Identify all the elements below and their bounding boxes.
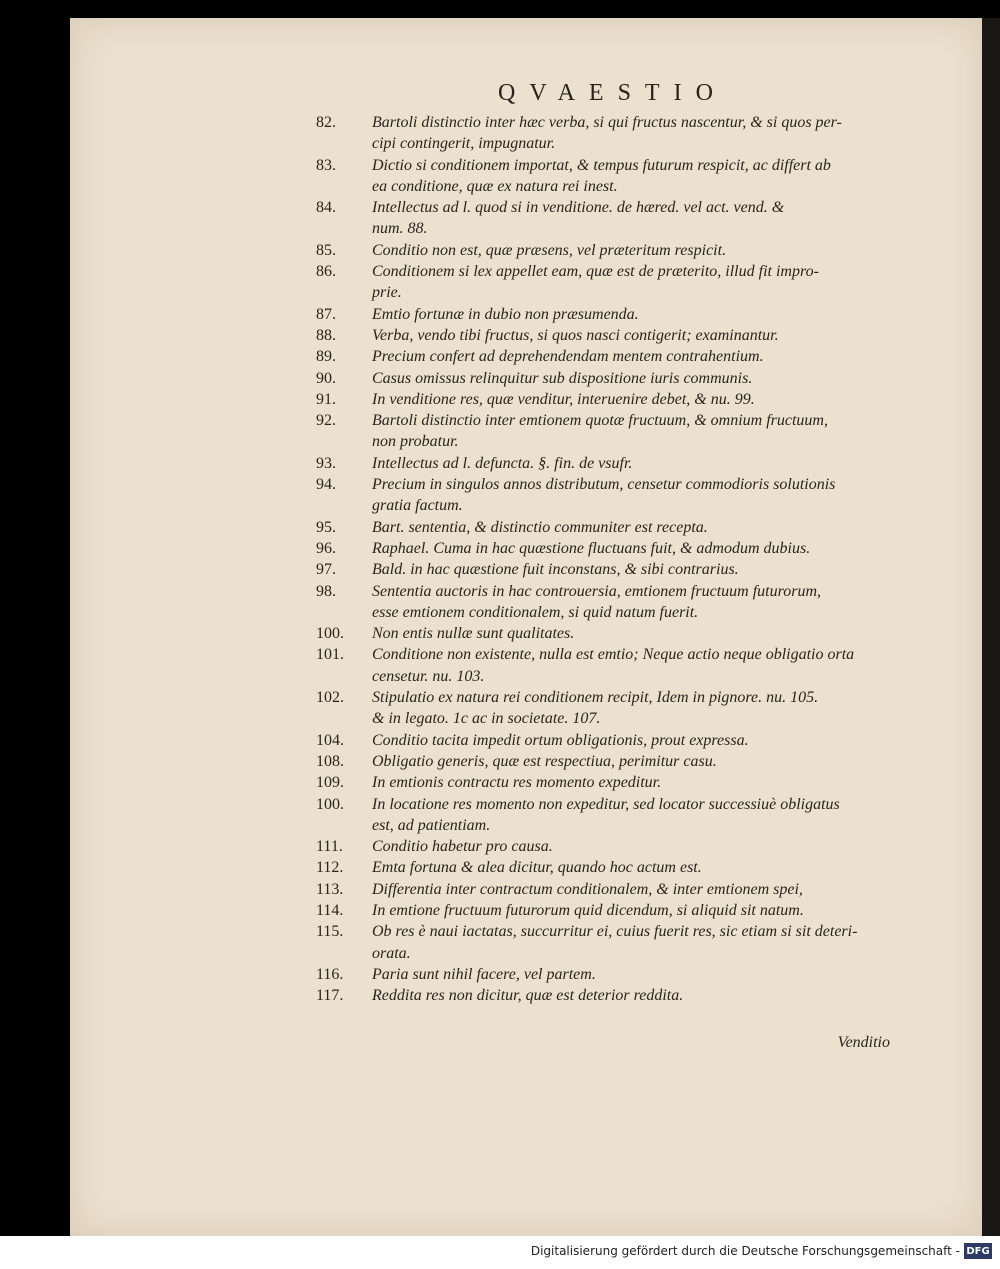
entry-line: est, ad patientiam. — [372, 816, 491, 834]
entry-number: 100. — [316, 625, 344, 643]
summary-entry — [316, 517, 916, 538]
entry-number: 108. — [316, 752, 344, 770]
entry-line: Conditione non existente, nulla est emtio; Neque actio neque obligatio orta — [372, 646, 855, 664]
summary-entry — [316, 240, 916, 261]
entry-number: 109. — [316, 774, 344, 792]
entry-number: 91. — [316, 390, 336, 408]
summary-entry — [316, 453, 916, 474]
entry-line: Ob res è naui iactatas, succurritur ei, cuius fuerit res, sic etiam si sit deteri- — [372, 923, 858, 941]
entry-text — [372, 921, 916, 964]
entry-number: 83. — [316, 156, 336, 174]
entry-text — [372, 112, 916, 155]
entry-line: Precium confert ad deprehendendam mentem contrahentium. — [372, 348, 764, 366]
entry-number: 115. — [316, 923, 344, 941]
entry-text — [372, 240, 916, 261]
summary-entry — [316, 155, 916, 198]
summary-entry — [316, 985, 916, 1006]
entry-number: 88. — [316, 326, 336, 344]
entry-text — [372, 155, 916, 198]
entry-number: 111. — [316, 838, 343, 856]
entry-line: Casus omissus relinquitur sub dispositione iuris communis. — [372, 369, 753, 387]
entry-number: 116. — [316, 965, 344, 983]
entry-number: 86. — [316, 263, 336, 281]
entry-text — [372, 325, 916, 346]
running-head: QVAESTIO — [498, 80, 727, 106]
catchword: Venditio — [837, 1034, 890, 1051]
entry-text — [372, 879, 916, 900]
entry-text — [372, 687, 916, 730]
summary-entry — [316, 346, 916, 367]
entry-line: esse emtionem conditionalem, si quid natum fuerit. — [372, 603, 699, 621]
summary-entry — [316, 644, 916, 687]
summary-entry — [316, 410, 916, 453]
entry-line: Stipulatio ex natura rei conditionem recipit, Idem in pignore. nu. 105. — [372, 689, 819, 707]
entry-text — [372, 368, 916, 389]
entry-line: Bartoli distinctio inter emtionem quotæ fructuum, & omnium fructuum, — [372, 412, 828, 430]
entry-line: cipi contingerit, impugnatur. — [372, 135, 556, 153]
entry-text — [372, 836, 916, 857]
entry-number: 94. — [316, 476, 336, 494]
entry-line: Conditio non est, quæ præsens, vel præteritum respicit. — [372, 241, 727, 259]
summary-entry — [316, 112, 916, 155]
entry-number: 90. — [316, 369, 336, 387]
summary-entry — [316, 261, 916, 304]
entry-text — [372, 857, 916, 878]
entry-number: 89. — [316, 348, 336, 366]
entry-text — [372, 453, 916, 474]
entry-line: Conditio tacita impedit ortum obligationis, prout expressa. — [372, 731, 749, 749]
entry-line: Emta fortuna & alea dicitur, quando hoc actum est. — [372, 859, 702, 877]
entry-line: Raphael. Cuma in hac quæstione fluctuans fuit, & admodum dubius. — [372, 539, 811, 557]
summary-entry — [316, 772, 916, 793]
entry-line: orata. — [372, 944, 411, 962]
entry-line: Bald. in hac quæstione fuit inconstans, & sibi contrarius. — [372, 561, 739, 579]
entry-line: Emtio fortunæ in dubio non præsumenda. — [372, 305, 639, 323]
summary-entry — [316, 304, 916, 325]
entry-number: 84. — [316, 199, 336, 217]
entry-line: Sententia auctoris in hac controuersia, emtionem fructuum futurorum, — [372, 582, 821, 600]
entry-number: 95. — [316, 518, 336, 536]
entry-text — [372, 517, 916, 538]
entry-line: Precium in singulos annos distributum, censetur commodioris solutionis — [372, 476, 836, 494]
entry-line: gratia factum. — [372, 497, 463, 515]
entry-line: Paria sunt nihil facere, vel partem. — [372, 965, 596, 983]
summary-entry — [316, 751, 916, 772]
funding-note: Digitalisierung gefördert durch die Deutsche Forschungsgemeinschaft - — [530, 1244, 960, 1258]
entry-number: 87. — [316, 305, 336, 323]
summary-entry — [316, 794, 916, 837]
entry-line: Dictio si conditionem importat, & tempus futurum respicit, ac differt ab — [372, 156, 831, 174]
summary-entry — [316, 197, 916, 240]
entry-text — [372, 772, 916, 793]
entry-line: In emtionis contractu res momento expeditur. — [372, 774, 662, 792]
footer-bar — [0, 1236, 1000, 1269]
entry-text — [372, 410, 916, 453]
summary-entry — [316, 687, 916, 730]
summary-entry — [316, 900, 916, 921]
entry-line: Verba, vendo tibi fructus, si quos nasci contigerit; examinantur. — [372, 326, 779, 344]
entry-number: 101. — [316, 646, 344, 664]
entry-line: ea conditione, quæ ex natura rei inest. — [372, 177, 618, 195]
summary-entry — [316, 389, 916, 410]
entry-text — [372, 623, 916, 644]
entry-number: 82. — [316, 114, 336, 131]
entry-line: censetur. nu. 103. — [372, 667, 485, 685]
summary-entry — [316, 921, 916, 964]
entry-line: Conditionem si lex appellet eam, quæ est de præterito, illud fit impro- — [372, 263, 819, 281]
entry-line: Bartoli distinctio inter hæc verba, si qui fructus nascentur, & si quos per- — [372, 114, 842, 131]
entry-number: 102. — [316, 689, 344, 707]
entry-text — [372, 346, 916, 367]
summary-entry — [316, 538, 916, 559]
entry-text — [372, 985, 916, 1006]
entry-number: 117. — [316, 987, 344, 1005]
entry-number: 112. — [316, 859, 344, 877]
entry-text — [372, 900, 916, 921]
entry-number: 113. — [316, 880, 344, 898]
entry-text — [372, 751, 916, 772]
entry-line: num. 88. — [372, 220, 428, 238]
entry-number: 104. — [316, 731, 344, 749]
entry-line: Obligatio generis, quæ est respectiua, perimitur casu. — [372, 752, 717, 770]
entry-text — [372, 304, 916, 325]
entry-number: 97. — [316, 561, 336, 579]
entry-text — [372, 538, 916, 559]
entry-line: Intellectus ad l. defuncta. §. fin. de vsufr. — [372, 454, 633, 472]
summary-entry — [316, 964, 916, 985]
entry-line: In locatione res momento non expeditur, sed locator successiuè obligatus — [372, 795, 840, 813]
summary-entry — [316, 857, 916, 878]
summary-list — [316, 112, 916, 1006]
scan-edge — [982, 18, 1000, 1236]
entry-number: 85. — [316, 241, 336, 259]
entry-number: 93. — [316, 454, 336, 472]
entry-text — [372, 261, 916, 304]
entry-line: Bart. sententia, & distinctio communiter est recepta. — [372, 518, 708, 536]
summary-entry — [316, 368, 916, 389]
summary-entry — [316, 879, 916, 900]
entry-line: In venditione res, quæ venditur, interuenire debet, & nu. 99. — [372, 390, 755, 408]
summary-entry — [316, 325, 916, 346]
entry-line: prie. — [372, 284, 402, 302]
entry-number: 100. — [316, 795, 344, 813]
entry-text — [372, 474, 916, 517]
entry-line: non probatur. — [372, 433, 459, 451]
entry-text — [372, 559, 916, 580]
summary-entry — [316, 623, 916, 644]
summary-entry — [316, 559, 916, 580]
entry-line: Conditio habetur pro causa. — [372, 838, 553, 856]
summary-entry — [316, 836, 916, 857]
entry-text — [372, 730, 916, 751]
entry-text — [372, 581, 916, 624]
entry-text — [372, 964, 916, 985]
entry-line: Reddita res non dicitur, quæ est deterior reddita. — [372, 987, 684, 1005]
summary-entry — [316, 581, 916, 624]
entry-line: Non entis nullæ sunt qualitates. — [372, 625, 575, 643]
dfg-logo: DFG — [964, 1243, 992, 1259]
entry-text — [372, 644, 916, 687]
entry-line: Intellectus ad l. quod si in venditione. de hæred. vel act. vend. & — [372, 199, 785, 217]
entry-line: In emtione fructuum futurorum quid dicendum, si aliquid sit natum. — [372, 901, 804, 919]
entry-number: 96. — [316, 539, 336, 557]
entry-number: 114. — [316, 901, 344, 919]
summary-entry — [316, 474, 916, 517]
entry-text — [372, 794, 916, 837]
entry-text — [372, 197, 916, 240]
entry-number: 98. — [316, 582, 336, 600]
entry-number: 92. — [316, 412, 336, 430]
summary-entry — [316, 730, 916, 751]
entry-line: Differentia inter contractum conditionalem, & inter emtionem spei, — [372, 880, 803, 898]
entry-text — [372, 389, 916, 410]
entry-line: & in legato. 1c ac in societate. 107. — [372, 710, 601, 728]
